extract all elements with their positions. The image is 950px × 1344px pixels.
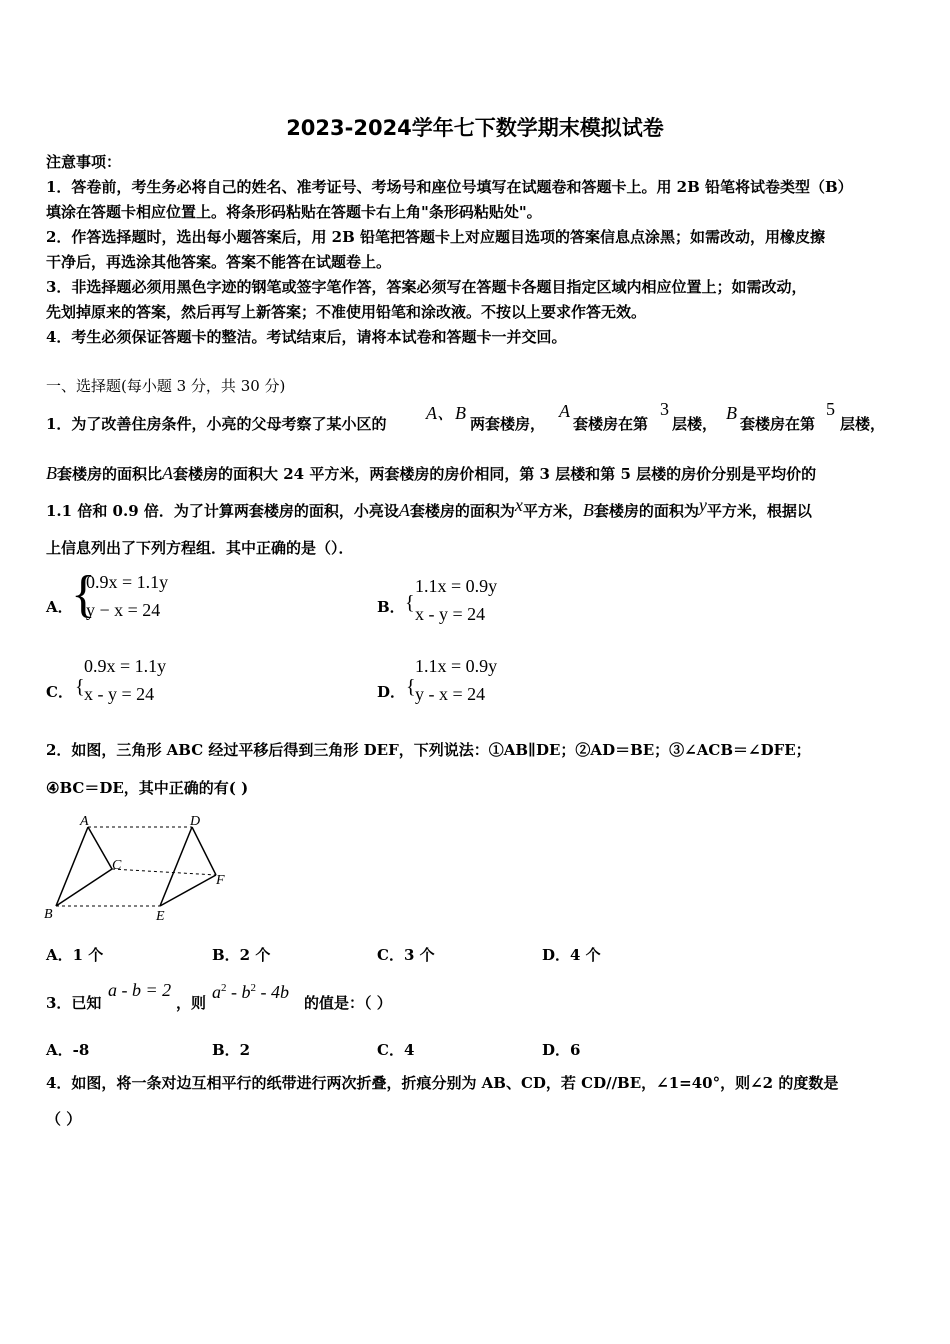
q3-option-c: C．4 [377, 1041, 415, 1059]
q1-line-3: 1.1 倍和 0.9 倍．为了计算两套楼房的面积，小亮设A套楼房的面积为x平方米，B套楼房的面积为y平方米，根据以 [46, 495, 812, 520]
q1-option-d-eq1: 1.1x = 0.9y [415, 656, 498, 676]
label-c: C [112, 858, 122, 873]
edge-de [160, 827, 192, 906]
q4-line-1: 4．如图，将一条对边互相平行的纸带进行两次折叠，折痕分别为 AB、CD，若 CD//BE，∠1=40°，则∠2 的度数是 [46, 1074, 839, 1092]
edge-df [192, 827, 216, 875]
notice-line-1b: 填涂在答题卡相应位置上。将条形码粘贴在答题卡右上角"条形码粘贴处"。 [46, 203, 542, 221]
q1-option-a-label: A． [46, 598, 73, 616]
label-d: D [190, 814, 201, 829]
q1-option-d-eq2: y - x = 24 [415, 684, 486, 704]
q1-option-d-label: D． [377, 683, 406, 701]
q1-text-1f: 层楼， [840, 415, 886, 433]
edge-ef [160, 875, 216, 906]
q3-expression: $a^2 - b^2 - 4b$ [212, 982, 289, 1002]
q1-option-a-eq1: 0.9x = 1.1y [86, 572, 169, 592]
q1-option-b-eq2: x - y = 24 [415, 604, 486, 624]
q1-math-a: A [559, 401, 570, 421]
section-heading: 一、选择题(每小题 3 分，共 30 分) [46, 377, 286, 395]
dash-cf [112, 869, 216, 875]
notice-line-3: 3．非选择题必须用黑色字迹的钢笔或签字笔作答，答案必须写在答题卡各题目指定区域内相应位置上；如需改动， [46, 278, 807, 296]
notice-line-2: 2．作答选择题时，选出每小题答案后，用 2B 铅笔把答题卡上对应题目选项的答案信息点涂黑；如需改动，用橡皮擦 [46, 228, 826, 246]
q4-line-2: （ ） [46, 1110, 82, 1128]
q3-condition: a - b = 2 [108, 980, 172, 1000]
q1-option-b-brace: { [405, 592, 415, 614]
q3-option-b: B．2 [212, 1041, 251, 1059]
q3-option-a: A．-8 [46, 1041, 90, 1059]
q1-option-d-brace: { [406, 676, 416, 698]
q1-line-2: B套楼房的面积比A套楼房的面积大 24 平方米，两套楼房的房价相同，第 3 层楼和第 5 层楼的房价分别是平均价的 [46, 463, 817, 483]
edge-ab [56, 827, 88, 906]
notice-heading: 注意事项： [46, 153, 122, 171]
q1-text-1e: 套楼房在第 [740, 415, 816, 433]
q1-option-a-eq2: y − x = 24 [86, 600, 161, 620]
label-a: A [80, 814, 89, 829]
q1-option-c-label: C． [46, 683, 73, 701]
notice-line-2b: 干净后，再选涂其他答案。答案不能答在试题卷上。 [46, 253, 392, 271]
q1-text-1a: 1．为了改善住房条件，小亮的父母考察了某小区的 [46, 415, 387, 433]
q1-line-4: 上信息列出了下列方程组．其中正确的是（）． [46, 539, 354, 557]
q2-option-d: D．4 个 [542, 946, 601, 964]
edge-bc [56, 869, 112, 906]
notice-line-3b: 先划掉原来的答案，然后再写上新答案；不准使用铅笔和涂改液。不按以上要求作答无效。 [46, 303, 647, 321]
q1-text-1d: 层楼， [672, 415, 718, 433]
q1-option-c-eq1: 0.9x = 1.1y [84, 656, 167, 676]
q1-math-b: B [726, 403, 737, 423]
q1-option-c-eq2: x - y = 24 [84, 684, 155, 704]
q1-option-b-label: B． [377, 598, 405, 616]
q2-option-b: B．2 个 [212, 946, 271, 964]
q1-math-ab: A、B [426, 403, 466, 423]
edge-ac [88, 827, 112, 869]
q1-option-b-eq1: 1.1x = 0.9y [415, 576, 498, 596]
page-title: 2023-2024学年七下数学期末模拟试卷 [286, 116, 664, 140]
q1-text-1c: 套楼房在第 [573, 415, 649, 433]
q1-math-5: 5 [826, 399, 835, 419]
q2-line-1: 2．如图，三角形 ABC 经过平移后得到三角形 DEF，下列说法：①AB∥DE；②AD＝BE；③∠ACB＝∠DFE； [46, 741, 811, 759]
q1-math-3: 3 [660, 399, 669, 419]
q3-prefix: 3．已知 [46, 994, 102, 1012]
q1-option-c-brace: { [75, 676, 85, 698]
q1-text-1b: 两套楼房， [470, 415, 546, 433]
notice-line-1: 1．答卷前，考生务必将自己的姓名、准考证号、考场号和座位号填写在试题卷和答题卡上。用 2B 铅笔将试卷类型（B） [46, 178, 853, 196]
q2-option-c: C．3 个 [377, 946, 435, 964]
q2-line-2: ④BC＝DE，其中正确的有( ) [46, 779, 249, 797]
q3-suffix: 的值是：（ ） [304, 994, 392, 1012]
q3-option-d: D．6 [542, 1041, 581, 1059]
q1-option-a-brace: { [71, 566, 96, 623]
q3-mid: ，则 [176, 994, 207, 1012]
q2-option-a: A．1 个 [46, 946, 104, 964]
label-b: B [44, 907, 53, 922]
notice-line-4: 4．考生必须保证答题卡的整洁。考试结束后，请将本试卷和答题卡一并交回。 [46, 328, 567, 346]
label-f: F [216, 873, 225, 888]
label-e: E [156, 909, 165, 924]
q2-translation-figure [42, 812, 242, 924]
